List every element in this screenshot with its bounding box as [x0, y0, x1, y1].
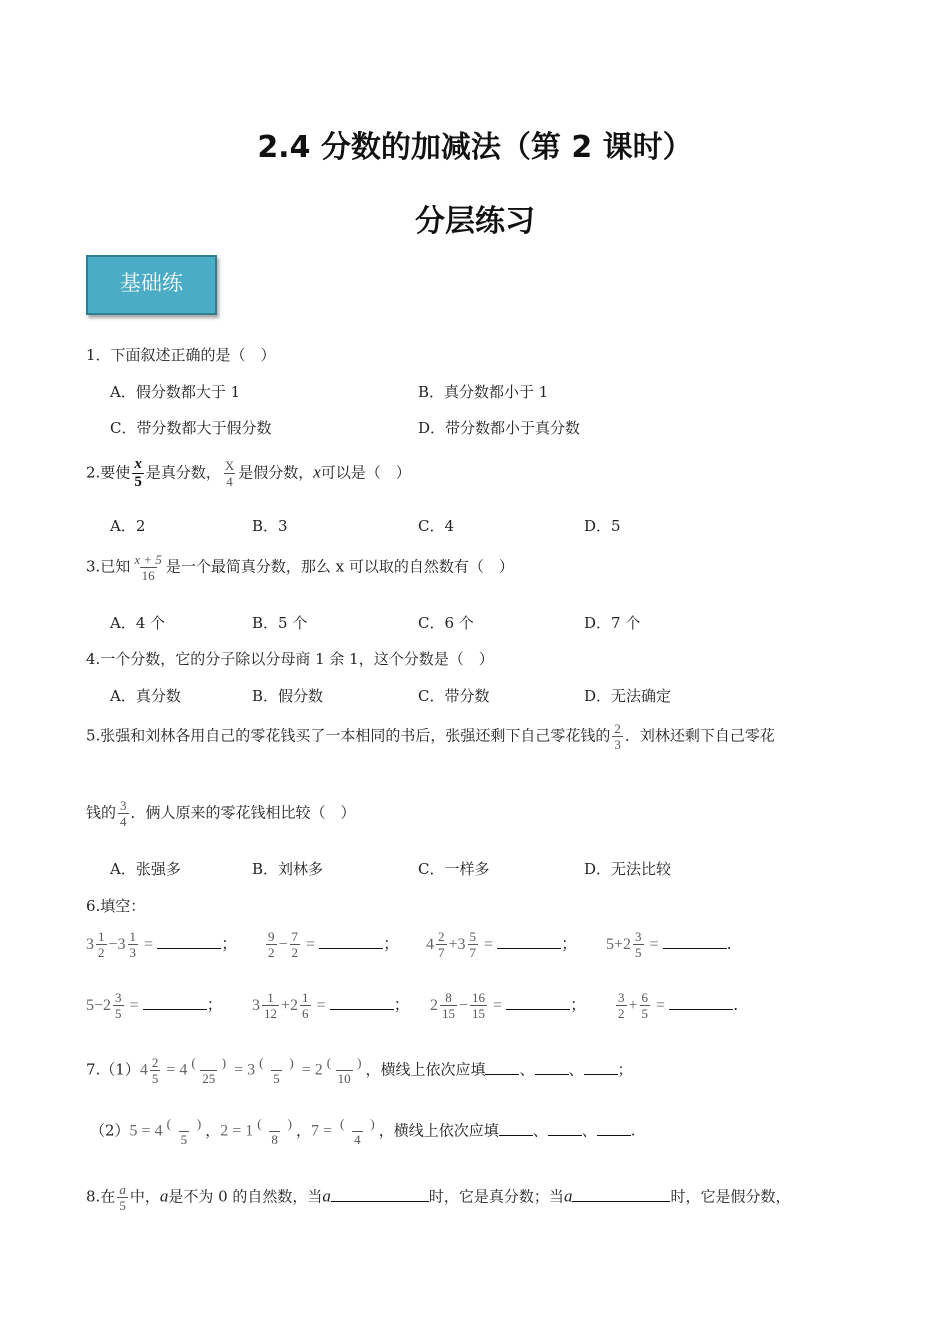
q5-line1-text: 5.张强和刘林各用自己的零花钱买了一本相同的书后，张强还剩下自己零花钱的 — [86, 726, 611, 745]
q5-fraction-3-4: $\frac{3}{4}$ — [120, 798, 127, 829]
q6-stem: 6.填空： — [86, 897, 146, 915]
q2-option-d: D．5 — [584, 517, 621, 535]
q3-option-c: C．6 个 — [418, 614, 474, 632]
q6-answer-blank[interactable] — [143, 995, 207, 1010]
q7-part2-label: （2） — [90, 1121, 130, 1140]
q5-line2 — [86, 798, 356, 829]
q2-option-a: A．2 — [110, 517, 146, 535]
q2-mid: 是真分数， — [145, 463, 221, 482]
q4-stem: 4.一个分数，它的分子除以分母商 1 余 1，这个分数是（ ） — [86, 650, 494, 668]
q6-answer-blank[interactable] — [506, 995, 570, 1010]
q2-option-b: B．3 — [252, 517, 288, 535]
q7-answer-blank[interactable] — [485, 1060, 519, 1075]
q3-stem — [86, 552, 514, 583]
q7-part1-tail: ，横线上依次应填 — [365, 1060, 486, 1079]
page-title: 2.4 分数的加减法（第 2 课时） — [257, 130, 693, 165]
q8-answer-blank-1[interactable] — [331, 1187, 429, 1202]
q7-part2: （2）5 = 4 $\frac{( )}{5}$ ，2 = 1 $\frac{( )}{8}$ ，7 = $\frac{( )}{4}$ ，横线上依次应填 、 、 . — [90, 1116, 636, 1147]
q8-prefix: 8.在 — [86, 1187, 116, 1206]
q8-answer-blank-2[interactable] — [572, 1187, 670, 1202]
q4-option-a: A．真分数 — [110, 687, 181, 705]
q2-option-c: C．4 — [418, 517, 455, 535]
q2-fraction-x-over-4: $\frac{X}{4}$ — [224, 458, 235, 489]
q6-answer-blank[interactable] — [330, 995, 394, 1010]
q7-part1: 7.（1）4 $\frac{2}{5}$ = 4 $\frac{( )}{25}$ = 3 $\frac{( )}{5}$ = 2 $\frac{( )}{10}$ ，横线上依次应填 、 、 ； — [86, 1055, 633, 1086]
q1-option-d: D．带分数都小于真分数 — [418, 419, 581, 437]
q5-line1-end: ．刘林还剩下自己零花 — [624, 726, 775, 745]
q3-option-d: D．7 个 — [584, 614, 641, 632]
q3-option-a: A．4 个 — [110, 614, 166, 632]
q5-line1 — [86, 721, 775, 752]
q4-option-b: B．假分数 — [252, 687, 324, 705]
q5-fraction-2-3: $\frac{2}{3}$ — [614, 721, 621, 752]
q5-option-b: B．刘林多 — [252, 860, 324, 878]
q3-option-b: B．5 个 — [252, 614, 308, 632]
q5-line2-end: ．俩人原来的零花钱相比较（ ） — [130, 803, 356, 822]
q2-prefix: 2.要使 — [86, 463, 131, 482]
q6-expr-5: 5−2 $\frac{3}{5}$ = ； — [86, 990, 223, 1021]
q5-option-a: A．张强多 — [110, 860, 181, 878]
q6-answer-blank[interactable] — [157, 934, 221, 949]
q1-option-b: B．真分数都小于 1 — [418, 383, 549, 401]
q7-answer-blank[interactable] — [597, 1121, 631, 1136]
q2-suffix-a: 是假分数， — [238, 463, 314, 482]
q2-var: x — [313, 462, 321, 482]
q7-answer-blank[interactable] — [584, 1060, 618, 1075]
q2-fraction-x-over-5: $\frac{x}{5}$ — [134, 456, 142, 490]
q2-suffix-b: 可以是（ ） — [320, 463, 411, 482]
q6-expr-1: 3 $\frac{1}{2}$ −3 $\frac{1}{3}$ = ； — [86, 929, 238, 960]
q8-stem: 8.在 $\frac{a}{5}$ 中，a是不为 0 的自然数，当a 时，它是真分数；当a 时，它是假分数， — [86, 1182, 791, 1213]
q7-part2-tail: ，横线上依次应填 — [378, 1121, 499, 1140]
q1-option-a: A．假分数都大于 1 — [110, 383, 241, 401]
q3-fraction: $\frac{x + 5}{16}$ — [134, 552, 162, 583]
q7-answer-blank[interactable] — [548, 1121, 582, 1136]
q6-expr-8: $\frac{3}{2}$ + $\frac{6}{5}$ = . — [618, 990, 739, 1021]
q2-stem — [86, 456, 411, 491]
q5-line2-start: 钱的 — [86, 803, 117, 822]
q7-answer-blank[interactable] — [499, 1121, 533, 1136]
q6-expr-4: 5+2 $\frac{3}{5}$ = . — [606, 929, 732, 960]
q8-fraction: $\frac{a}{5}$ — [119, 1182, 126, 1213]
q3-suffix: 是一个最简真分数，那么 x 可以取的自然数有（ ） — [165, 557, 514, 576]
q6-answer-blank[interactable] — [319, 934, 383, 949]
q5-option-d: D．无法比较 — [584, 860, 672, 878]
q5-option-c: C．一样多 — [418, 860, 490, 878]
q7-answer-blank[interactable] — [535, 1060, 569, 1075]
q1-option-c: C．带分数都大于假分数 — [110, 419, 272, 437]
q6-answer-blank[interactable] — [663, 934, 727, 949]
section-badge: 基础练 — [86, 255, 217, 315]
q6-expr-3: 4 $\frac{2}{7}$ +3 $\frac{5}{7}$ = ； — [426, 929, 578, 960]
q6-answer-blank[interactable] — [497, 934, 561, 949]
q4-option-c: C．带分数 — [418, 687, 490, 705]
q4-option-d: D．无法确定 — [584, 687, 672, 705]
q1-stem: 1．下面叙述正确的是（ ） — [86, 346, 276, 364]
q7-part1-label: 7.（1） — [86, 1060, 140, 1079]
page-subtitle: 分层练习 — [415, 204, 535, 239]
q6-expr-6: 3 $\frac{1}{12}$ +2 $\frac{1}{6}$ = ； — [252, 990, 410, 1021]
q3-prefix: 3.已知 — [86, 557, 131, 576]
q6-expr-7: 2 $\frac{8}{15}$ − $\frac{16}{15}$ = ； — [430, 990, 587, 1021]
q6-expr-2: $\frac{9}{2}$ − $\frac{7}{2}$ = ； — [268, 929, 400, 960]
q6-answer-blank[interactable] — [669, 995, 733, 1010]
